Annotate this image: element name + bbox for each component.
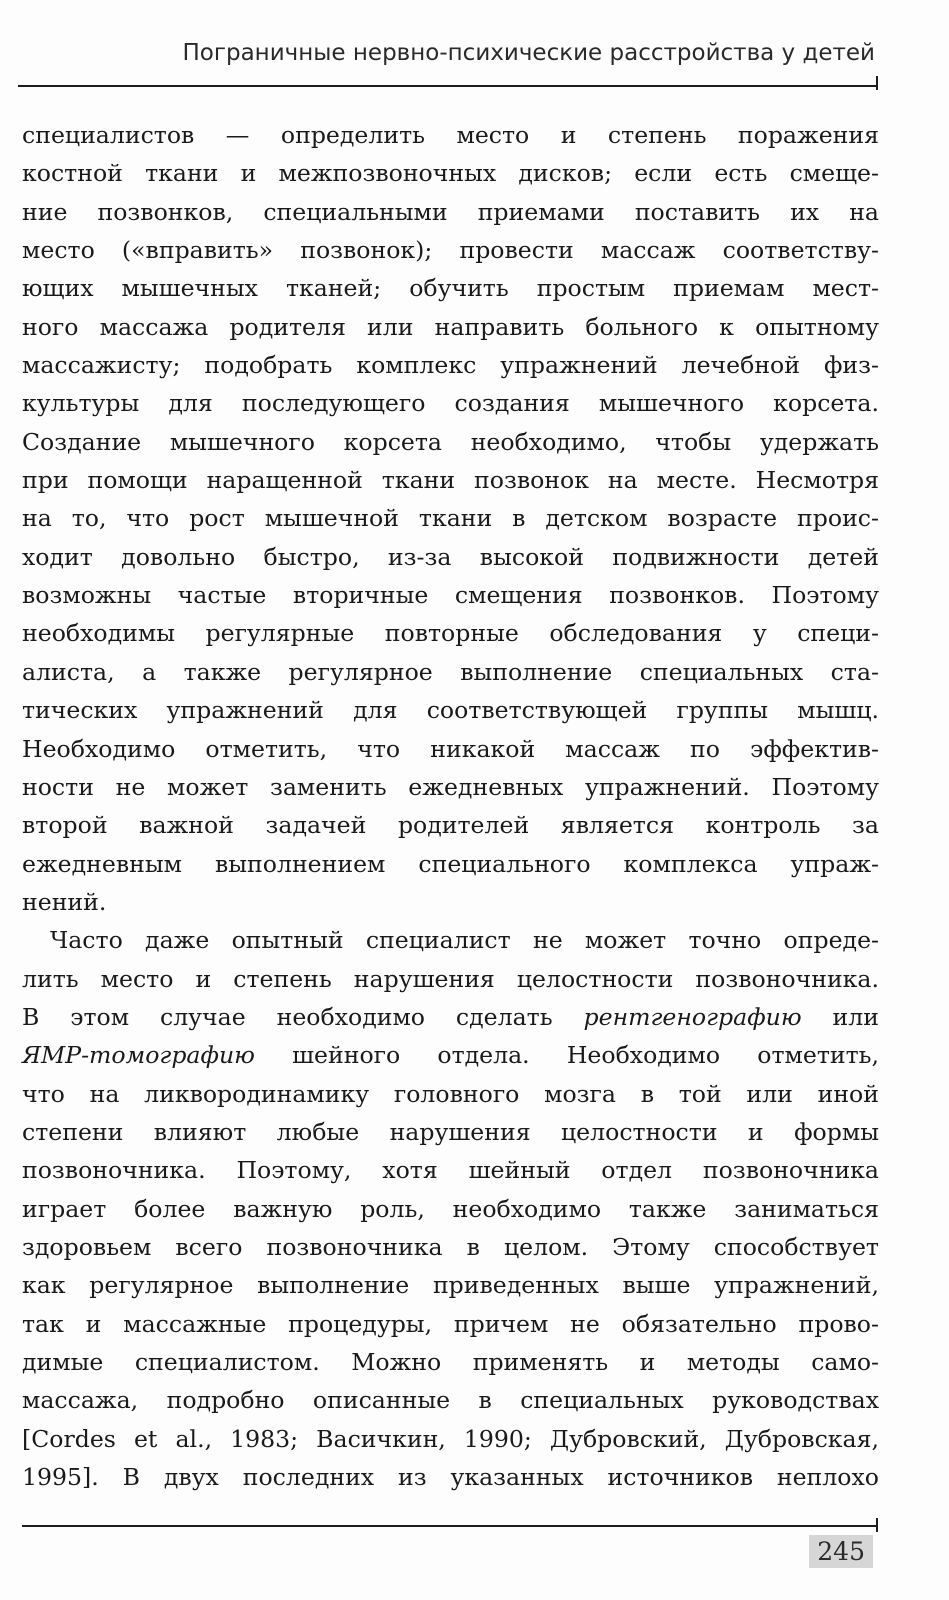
footer-rule-tick [876, 1518, 878, 1532]
text-line: ности не может заменить ежедневных упражнений. Поэтому [22, 772, 879, 801]
body-text [22, 116, 879, 1496]
text-line: ние позвонков, специальными приемами поставить их на [22, 197, 879, 226]
text-line: как регулярное выполнение приведенных выше упражнений, [22, 1271, 879, 1300]
text-line: играет более важную роль, необходимо также заниматься [22, 1194, 879, 1223]
text-line: Необходимо отметить, что никакой массаж по эффектив- [22, 734, 879, 763]
text-line: Создание мышечного корсета необходимо, чтобы удержать [22, 427, 879, 456]
text-line: позвоночника. Поэтому, хотя шейный отдел позвоночника [22, 1156, 879, 1185]
text-line: культуры для последующего создания мышечного корсета. [22, 389, 879, 418]
text-line: ющих мышечных тканей; обучить простым приемам мест- [22, 274, 879, 303]
text-line: ного массажа родителя или направить больного к опытному [22, 312, 879, 341]
text-line: ходит довольно быстро, из-за высокой подвижности детей [22, 542, 879, 571]
text-line: тических упражнений для соответствующей группы мышц. [22, 696, 879, 725]
footer-rule [22, 1525, 878, 1527]
text-line: второй важной задачей родителей является контроль за [22, 811, 879, 840]
text-line: место («вправить» позвонок); провести массаж соответству- [22, 236, 879, 265]
italic-term: рентгенографию [583, 1002, 802, 1031]
text-line-with-italic [22, 998, 879, 1036]
text-line: костной ткани и межпозвоночных дисков; если есть смеще- [22, 159, 879, 188]
text-line: ежедневным выполнением специального комплекса упраж- [22, 849, 879, 878]
text-line: что на ликвородинамику головного мозга в той или иной [22, 1079, 879, 1108]
text-line: нений. [22, 887, 107, 916]
page-number: 245 [809, 1535, 873, 1568]
text-line: массажисту; подобрать комплекс упражнений лечебной физ- [22, 351, 879, 380]
text-line: на то, что рост мышечной ткани в детском возрасте проис- [22, 504, 879, 533]
text-line: лить место и степень нарушения целостности позвоночника. [22, 964, 879, 993]
running-title: Пограничные нервно-психические расстройства у детей [182, 40, 875, 66]
text-line: 1995]. В двух последних из указанных источников неплохо [22, 1463, 879, 1492]
header-rule [18, 85, 878, 87]
text-line: так и массажные процедуры, причем не обязательно прово- [22, 1309, 879, 1338]
text-line: степени влияют любые нарушения целостности и формы [22, 1117, 879, 1146]
text-line: здоровьем всего позвоночника в целом. Этому способствует [22, 1232, 879, 1261]
text-line: алиста, а также регулярное выполнение специальных ста- [22, 657, 879, 686]
text-line: при помощи наращенной ткани позвонок на месте. Несмотря [22, 466, 879, 495]
text-line: необходимы регулярные повторные обследования у специ- [22, 619, 879, 648]
text-run: В этом случае необходимо сделать [22, 1002, 584, 1031]
italic-term: ЯМР-томографию [22, 1041, 255, 1070]
text-run: или [801, 1002, 879, 1031]
header-rule-tick [876, 76, 878, 90]
text-line: специалистов — определить место и степень поражения [22, 121, 879, 149]
text-line: возможны частые вторичные смещения позвонков. Поэтому [22, 581, 879, 610]
citation-line: [Cordes et al., 1983; Васичкин, 1990; Дубровский, Дубровская, [22, 1424, 879, 1453]
text-line-with-italic [22, 1036, 879, 1074]
text-line: димые специалистом. Можно применять и методы само- [22, 1348, 879, 1376]
text-run: шейного отдела. Необходимо отметить, [254, 1041, 879, 1070]
paragraph-first-line: Часто даже опытный специалист не может точно опреде- [50, 926, 879, 955]
text-line: массажа, подробно описанные в специальных руководствах [22, 1386, 879, 1415]
